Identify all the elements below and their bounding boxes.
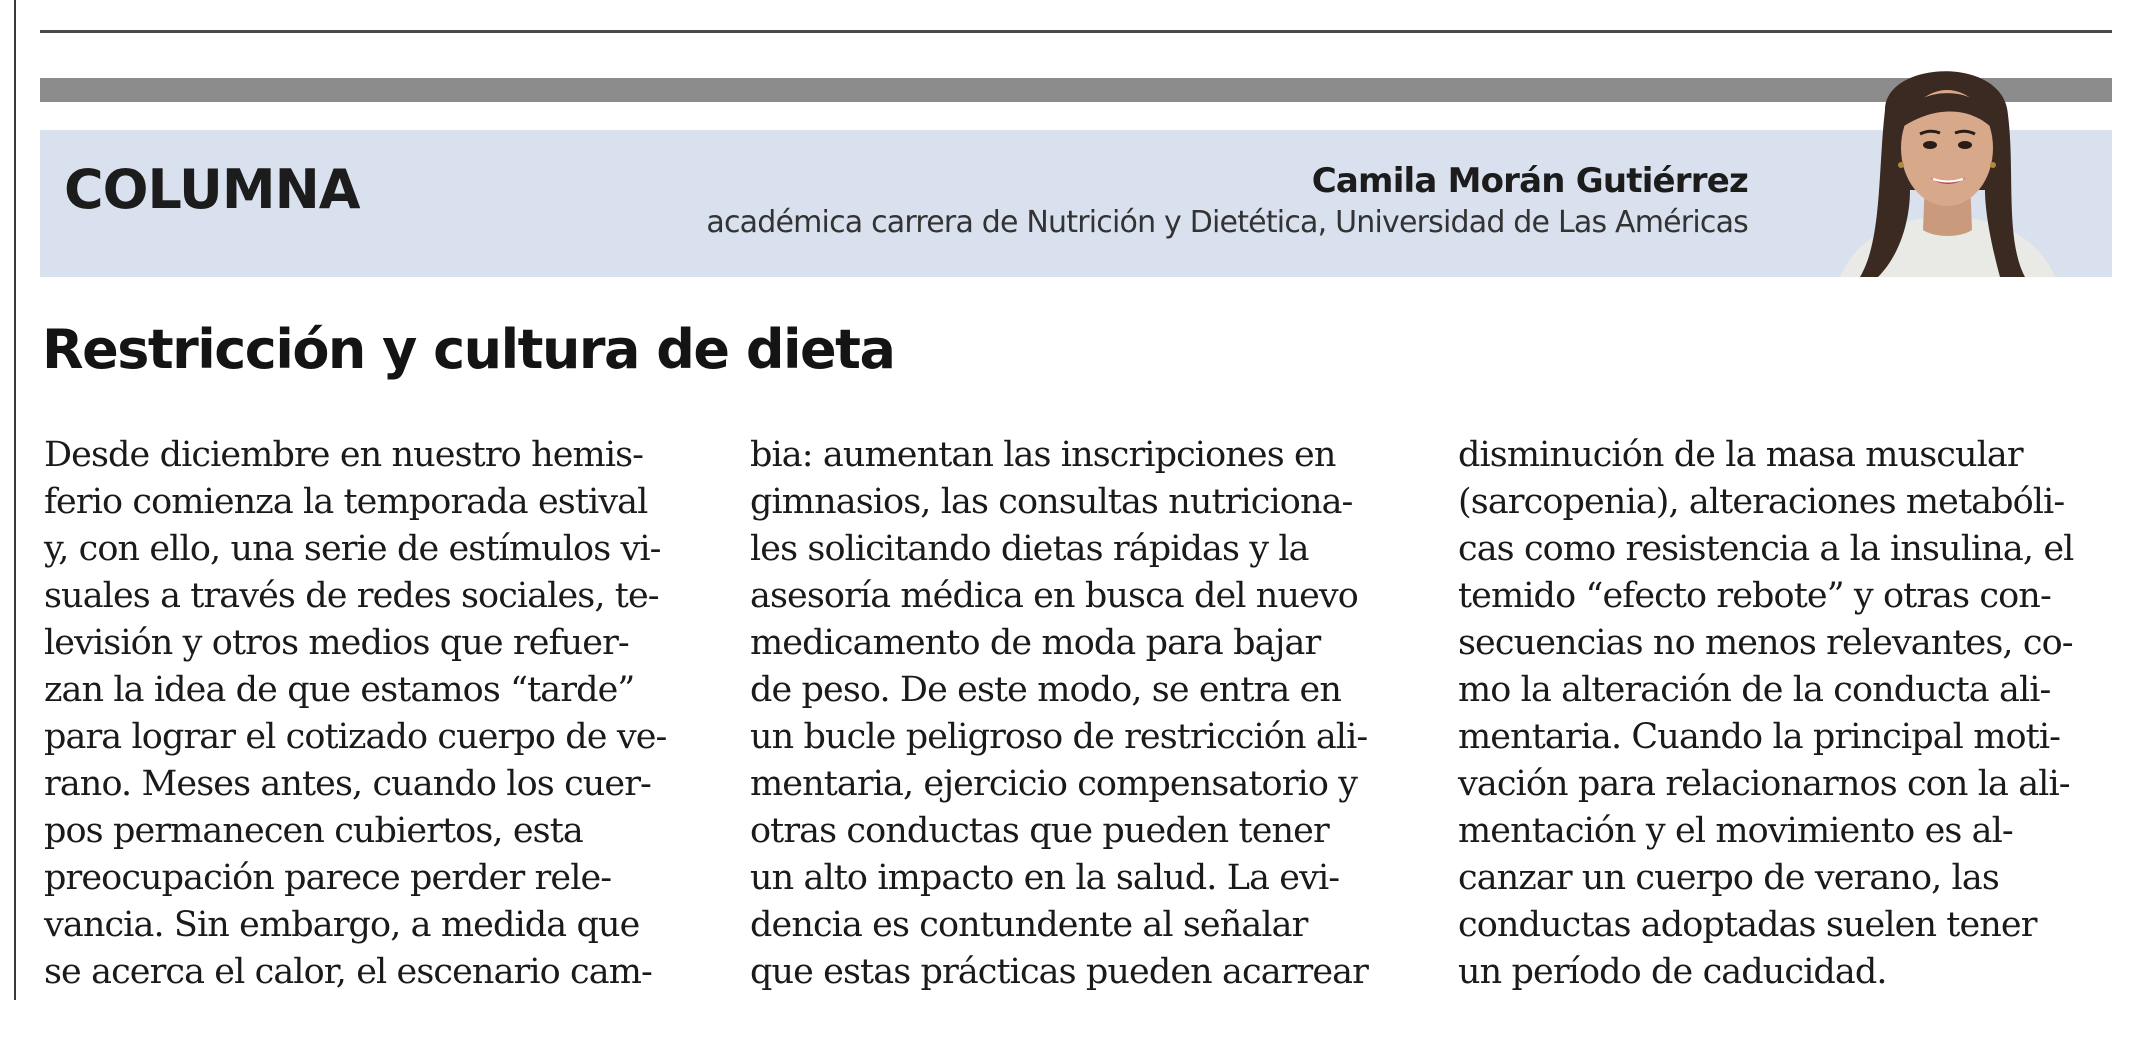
article-headline: Restricción y cultura de dieta	[42, 318, 895, 381]
text-line: levisión y otros medios que refuer-	[44, 623, 629, 663]
text-line: bia: aumentan las inscripciones en	[750, 435, 1336, 475]
text-line: se acerca el calor, el escenario cam-	[44, 952, 652, 992]
text-line: un período de caducidad.	[1458, 952, 1887, 992]
author-role: académica carrera de Nutrición y Dietética, Universidad de Las Américas	[706, 204, 1748, 240]
text-line: mentaria, ejercicio compensatorio y	[750, 764, 1358, 804]
text-line: un alto impacto en la salud. La evi-	[750, 858, 1340, 898]
text-line: y, con ello, una serie de estímulos vi-	[44, 529, 661, 569]
top-divider	[40, 30, 2112, 33]
author-photo	[1800, 40, 2090, 277]
text-line: cas como resistencia a la insulina, el	[1458, 529, 2074, 569]
text-line: canzar un cuerpo de verano, las	[1458, 858, 1999, 898]
text-line: zan la idea de que estamos “tarde”	[44, 670, 635, 710]
text-line: les solicitando dietas rápidas y la	[750, 529, 1309, 569]
text-line: mo la alteración de la conducta ali-	[1458, 670, 2051, 710]
text-line: de peso. De este modo, se entra en	[750, 670, 1341, 710]
text-line: ferio comienza la temporada estival	[44, 482, 648, 522]
text-line: (sarcopenia), alteraciones metabóli-	[1458, 482, 2065, 522]
text-line: suales a través de redes sociales, te-	[44, 576, 659, 616]
text-line: pos permanecen cubiertos, esta	[44, 811, 583, 851]
text-line: que estas prácticas pueden acarrear	[750, 952, 1368, 992]
text-line: un bucle peligroso de restricción ali-	[750, 717, 1368, 757]
text-line: Desde diciembre en nuestro hemis-	[44, 435, 644, 475]
article-column-2	[750, 432, 1430, 996]
text-line: mentación y el movimiento es al-	[1458, 811, 2013, 851]
text-line: secuencias no menos relevantes, co-	[1458, 623, 2073, 663]
author-portrait-icon	[1800, 40, 2090, 277]
article-column-3	[1458, 432, 2138, 996]
text-line: mentaria. Cuando la principal moti-	[1458, 717, 2061, 757]
text-line: medicamento de moda para bajar	[750, 623, 1321, 663]
text-line: otras conductas que pueden tener	[750, 811, 1329, 851]
author-byline	[706, 160, 1748, 242]
text-line: asesoría médica en busca del nuevo	[750, 576, 1358, 616]
text-line: dencia es contundente al señalar	[750, 905, 1308, 945]
text-line: vación para relacionarnos con la ali-	[1458, 764, 2070, 804]
text-line: rano. Meses antes, cuando los cuer-	[44, 764, 651, 804]
text-line: disminución de la masa muscular	[1458, 435, 2023, 475]
text-line: para lograr el cotizado cuerpo de ve-	[44, 717, 667, 757]
author-name: Camila Morán Gutiérrez	[1311, 161, 1748, 201]
page-left-border	[14, 0, 16, 1000]
text-line: vancia. Sin embargo, a medida que	[44, 905, 640, 945]
text-line: preocupación parece perder rele-	[44, 858, 612, 898]
article-column-1	[44, 432, 724, 996]
text-line: conductas adoptadas suelen tener	[1458, 905, 2037, 945]
text-line: gimnasios, las consultas nutriciona-	[750, 482, 1353, 522]
section-label: COLUMNA	[64, 158, 360, 221]
text-line: temido “efecto rebote” y otras con-	[1458, 576, 2051, 616]
